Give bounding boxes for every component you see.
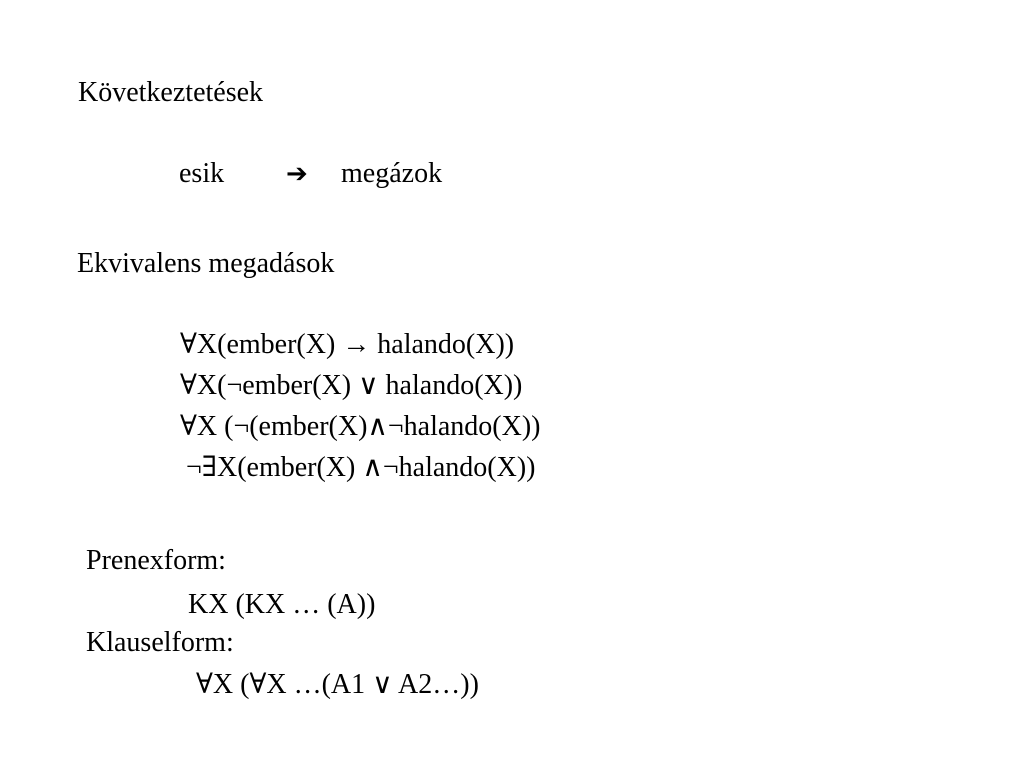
heading-kovetkeztetesek: Következtetések xyxy=(78,77,264,108)
rule-premise: esik xyxy=(179,158,225,189)
formula-negated-existential: ¬∃X(ember(X) ∧¬halando(X)) xyxy=(186,452,536,483)
inference-rule xyxy=(0,157,1024,191)
heading-prenexform: Prenexform: xyxy=(86,545,226,576)
rule-conclusion: megázok xyxy=(341,158,443,189)
formula-implication: ∀X(ember(X) → halando(X)) xyxy=(180,329,515,360)
clause-formula: ∀X (∀X …(A1 ∨ A2…)) xyxy=(196,669,479,700)
formula-disjunction: ∀X(¬ember(X) ∨ halando(X)) xyxy=(180,370,523,401)
heading-klauselform: Klauselform: xyxy=(86,627,234,658)
arrow-icon: ➔ xyxy=(286,159,308,189)
prenex-formula: KX (KX … (A)) xyxy=(188,589,376,620)
formula-negated-conjunction: ∀X (¬(ember(X)∧¬halando(X)) xyxy=(180,411,541,442)
heading-ekvivalens-megadasok: Ekvivalens megadások xyxy=(77,248,335,279)
